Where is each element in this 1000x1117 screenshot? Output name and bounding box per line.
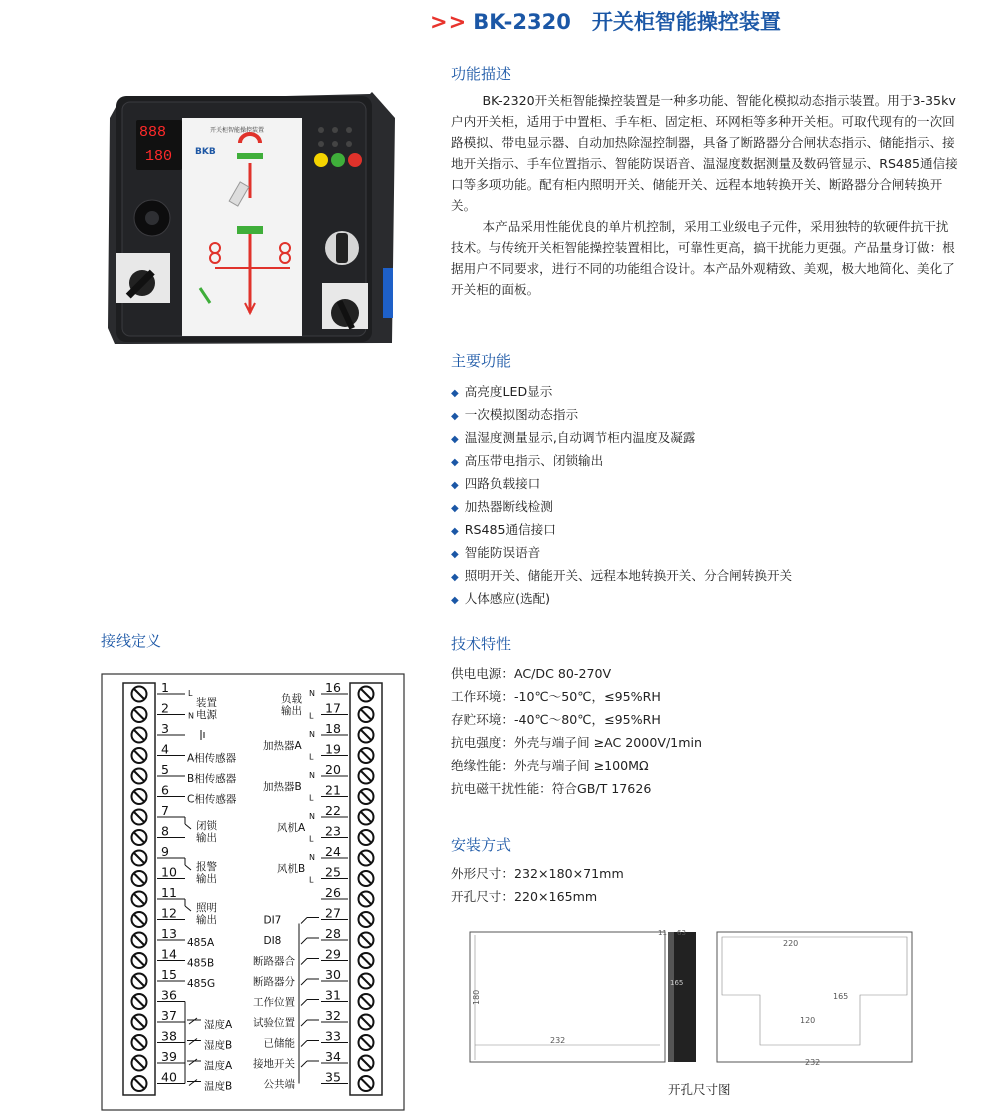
left-terminal-number: 3 — [161, 721, 169, 736]
tech-item: 工作环境：-10℃～50℃，≤95%RH — [451, 689, 661, 704]
label-input: 已储能 — [263, 1037, 295, 1050]
right-terminal-number: 28 — [325, 926, 341, 941]
label-input: 断路器分 — [253, 976, 295, 988]
tech-list — [451, 662, 702, 800]
label-lock: 输出 — [196, 832, 217, 844]
right-terminal-number: 18 — [325, 721, 341, 736]
label-L: L — [309, 875, 314, 885]
install-heading: 安装方式 — [451, 836, 512, 854]
display-2: 180 — [145, 148, 173, 165]
cutout-caption: 开孔尺寸图 — [668, 1082, 731, 1097]
left-terminal-number: 11 — [161, 885, 177, 900]
left-terminal-strip — [123, 683, 155, 1095]
left-terminal-number: 5 — [161, 762, 169, 777]
right-terminal-number: 31 — [325, 987, 341, 1003]
dim-outer-w: 232 — [550, 1036, 566, 1045]
left-terminal-number: 14 — [161, 946, 177, 962]
label-sensor-input: 温度A — [204, 1060, 233, 1072]
left-terminal-number: 12 — [161, 905, 177, 921]
relay-contact — [185, 906, 191, 911]
label-light: 输出 — [196, 914, 217, 926]
switch-contact — [301, 979, 307, 985]
label-sensor-input: 温度B — [204, 1080, 233, 1093]
left-terminal-number: 38 — [161, 1028, 177, 1044]
diamond-icon: ◆ — [451, 434, 459, 445]
list-item: ◆ 高压带电指示、闭锁输出 — [451, 453, 604, 468]
cutout-diagram — [455, 925, 925, 1070]
label-alarm: 报警 — [196, 861, 217, 873]
left-terminal-number: 7 — [161, 803, 169, 818]
install-item: 外形尺寸：232×180×71mm — [451, 866, 624, 881]
list-item: ◆ 四路负载接口 — [451, 476, 541, 491]
label-L: L — [309, 834, 314, 844]
label-heater-b: 加热器B — [263, 781, 302, 793]
sensor-symbol — [189, 1018, 197, 1024]
list-item: ◆ 一次模拟图动态指示 — [451, 407, 579, 422]
label-N: N — [309, 853, 315, 862]
left-terminal-number: 15 — [161, 967, 177, 982]
right-terminal-strip — [350, 683, 382, 1095]
left-terminal-number: 9 — [161, 844, 169, 859]
right-terminal-number: 23 — [325, 823, 341, 839]
dim-cut-w: 220 — [783, 939, 799, 948]
right-terminal-number: 33 — [325, 1028, 341, 1044]
label-N: N — [309, 812, 315, 821]
left-terminal-number: 13 — [161, 926, 177, 941]
right-terminal-number: 19 — [325, 741, 341, 757]
label-power: 装置 — [196, 697, 217, 709]
title-text: BK-2320 开关柜智能操控装置 — [473, 10, 781, 34]
label-input: 工作位置 — [253, 996, 295, 1009]
label-L: L — [309, 793, 314, 803]
title-arrows: >> — [430, 10, 468, 34]
dim-depth: 63 — [677, 929, 686, 937]
dim-small: 11 — [658, 929, 667, 937]
list-item: ◆ 加热器断线检测 — [451, 499, 553, 514]
panel-title: 开关柜智能操控装置 — [210, 127, 265, 134]
tech-item: 存贮环境：-40℃～80℃，≤95%RH — [451, 712, 661, 727]
label-sensor-input: 湿度B — [204, 1039, 233, 1052]
display-1: 888 — [139, 124, 167, 141]
label-input: 公共端 — [263, 1078, 295, 1091]
left-terminal-number: 1 — [161, 680, 169, 695]
dim-inner-w: 120 — [800, 1016, 816, 1025]
tech-item: 抗电磁干扰性能：符合GB/T 17626 — [451, 781, 652, 796]
list-item: ◆ 温湿度测量显示,自动调节柜内温度及凝露 — [451, 430, 696, 445]
right-terminal-number: 20 — [325, 762, 341, 777]
diamond-icon: ◆ — [451, 411, 459, 422]
label-input: 接地开关 — [253, 1058, 295, 1070]
wiring-heading: 接线定义 — [101, 632, 162, 650]
switch-contact — [301, 1000, 307, 1006]
list-item: ◆ 高亮度LED显示 — [451, 384, 553, 399]
right-terminal-number: 17 — [325, 700, 341, 716]
sensor-symbol — [189, 1080, 197, 1086]
diamond-icon: ◆ — [451, 457, 459, 468]
right-terminal-number: 27 — [325, 905, 341, 921]
diamond-icon: ◆ — [451, 595, 459, 606]
label-alarm: 输出 — [196, 873, 217, 885]
label-N: N — [188, 711, 194, 721]
right-terminal-number: 26 — [325, 885, 341, 900]
label-power: 电源 — [196, 709, 217, 721]
dim-h2: 165 — [670, 979, 684, 987]
description-text — [451, 90, 961, 300]
left-terminal-number: 4 — [161, 741, 169, 757]
switch-contact — [301, 1041, 307, 1047]
tech-item: 绝缘性能：外壳与端子间 ≥100MΩ — [451, 758, 649, 773]
left-terminal-number: 8 — [161, 823, 169, 839]
label-a-sensor: A相传感器 — [187, 752, 237, 765]
switch-contact — [301, 918, 307, 924]
description-paragraph-2: 本产品采用性能优良的单片机控制，采用工业级电子元件，采用独特的软硬件抗干扰技术。与传统开关柜智能操控装置相比，可靠性更高，搞干扰能力更强。产品量身订做：根据用户不同要求，进行不同的功能组合设计。本产品外观精致、美观，极大地简化、美化了开关柜的面板。 — [451, 219, 955, 297]
diamond-icon: ◆ — [451, 526, 459, 537]
right-terminal-number: 30 — [325, 967, 341, 982]
left-terminal-number: 37 — [161, 1008, 177, 1023]
left-terminal-number: 10 — [161, 864, 177, 880]
description-paragraph-1: BK-2320开关柜智能操控装置是一种多功能、智能化模拟动态指示装置。用于3-35kv户内开关柜，适用于中置柜、手车柜、固定柜、环网柜等多种开关柜。可取代现有的一次回路模拟、带电显示器、自动加热除湿控制器，具备了断路器分合闸状态指示、储能指示、接地开关指示、手车位置指示、智能防误语音、温湿度数据测量及数码管显示、RS485通信接口等多项功能。配有柜内照明开关、储能开关、远程本地转换开关、断路器分合闸转换开关。 — [451, 93, 958, 213]
tech-item: 抗电强度：外壳与端子间 ≥AC 2000V/1min — [451, 735, 702, 750]
diamond-icon: ◆ — [451, 388, 459, 399]
brand-logo: BKB — [195, 147, 216, 157]
list-item: ◆ 人体感应(选配) — [451, 591, 551, 606]
switch-contact — [301, 1020, 307, 1026]
dim-outer-h: 180 — [472, 989, 481, 1005]
functions-list — [451, 380, 792, 610]
label-load: 负载 — [281, 693, 302, 705]
label-light: 照明 — [196, 902, 217, 914]
label-L: L — [309, 711, 314, 721]
sensor-symbol — [189, 1059, 197, 1065]
right-terminal-number: 22 — [325, 803, 341, 818]
right-terminal-number: 16 — [325, 680, 341, 695]
label-L: L — [309, 752, 314, 762]
tech-item: 供电电源：AC/DC 80-270V — [451, 666, 612, 681]
list-item: ◆ 智能防误语音 — [451, 545, 541, 560]
switch-contact — [301, 959, 307, 965]
diamond-icon: ◆ — [451, 503, 459, 514]
left-terminal-number: 6 — [161, 782, 169, 798]
label-input: DI8 — [263, 935, 282, 947]
switch-contact — [301, 1061, 307, 1067]
label-c-sensor: C相传感器 — [187, 793, 237, 806]
label-485b: 485B — [187, 957, 215, 970]
right-terminal-number: 35 — [325, 1069, 341, 1085]
label-fan-b: 风机B — [277, 863, 306, 875]
label-L: L — [188, 689, 193, 698]
right-terminal-number: 32 — [325, 1008, 341, 1023]
page-title — [430, 6, 781, 36]
device-photo — [100, 88, 405, 353]
description-heading: 功能描述 — [451, 65, 512, 83]
right-terminal-number: 24 — [325, 844, 341, 859]
tech-heading: 技术特性 — [451, 635, 512, 653]
label-fan-a: 风机A — [277, 822, 306, 834]
dim-cut-h: 165 — [833, 992, 849, 1001]
right-terminal-number: 21 — [325, 782, 341, 798]
relay-contact — [185, 865, 191, 870]
label-lock: 闭锁 — [196, 820, 217, 832]
diamond-icon: ◆ — [451, 480, 459, 491]
functions-heading: 主要功能 — [451, 352, 512, 370]
relay-contact — [185, 824, 191, 829]
right-terminal-number: 29 — [325, 946, 341, 962]
label-N: N — [309, 771, 315, 780]
label-input: DI7 — [263, 914, 282, 927]
sensor-symbol — [189, 1039, 197, 1045]
left-terminal-number: 39 — [161, 1049, 177, 1064]
wiring-diagram — [101, 673, 406, 1111]
label-b-sensor: B相传感器 — [187, 773, 237, 785]
label-485a: 485A — [187, 937, 215, 949]
left-terminal-number: 2 — [161, 700, 169, 716]
right-terminal-number: 25 — [325, 864, 341, 880]
right-terminal-number: 34 — [325, 1049, 341, 1064]
diamond-icon: ◆ — [451, 549, 459, 560]
label-485g: 485G — [187, 978, 216, 990]
label-load: 输出 — [281, 705, 302, 717]
label-sensor-input: 湿度A — [204, 1019, 233, 1031]
label-input: 断路器合 — [253, 955, 295, 968]
left-terminal-number: 40 — [161, 1069, 177, 1085]
list-item: ◆ RS485通信接口 — [451, 522, 556, 537]
switch-contact — [301, 938, 307, 944]
label-N: N — [309, 689, 315, 698]
left-terminal-number: 36 — [161, 987, 177, 1003]
list-item: ◆ 照明开关、储能开关、远程本地转换开关、分合闸转换开关 — [451, 568, 793, 583]
label-heater-a: 加热器A — [263, 740, 302, 752]
label-N: N — [309, 730, 315, 739]
dim-bottom-w: 232 — [805, 1058, 821, 1067]
label-input: 试验位置 — [253, 1017, 295, 1029]
install-item: 开孔尺寸：220×165mm — [451, 889, 598, 904]
install-list — [451, 862, 624, 908]
diamond-icon: ◆ — [451, 572, 459, 583]
